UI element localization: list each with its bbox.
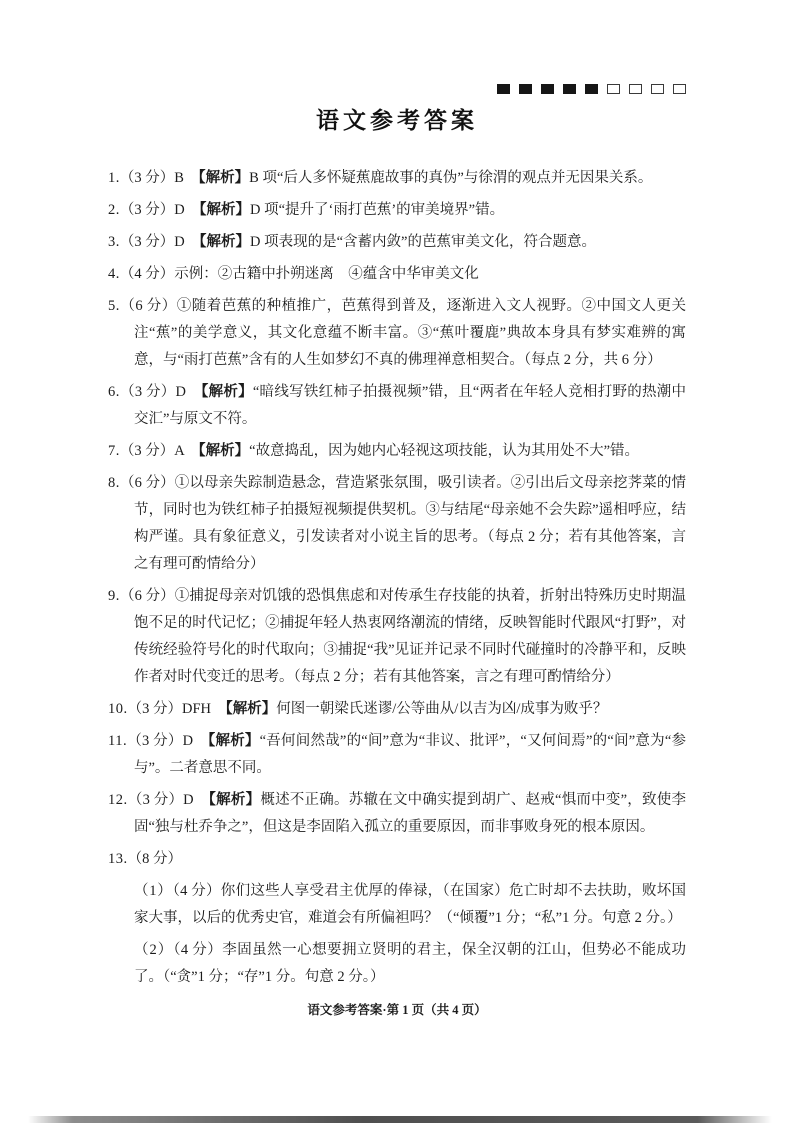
answer-text: （3 分）D xyxy=(119,202,200,218)
hollow-square-mark xyxy=(651,84,664,94)
item-text xyxy=(120,234,596,250)
item-number: 5. xyxy=(108,298,120,314)
item-text xyxy=(120,298,686,368)
item-text xyxy=(120,170,652,186)
answer-item xyxy=(108,165,686,192)
item-text xyxy=(128,792,686,835)
answer-item xyxy=(108,261,686,288)
hollow-square-mark xyxy=(629,84,642,94)
answer-item xyxy=(108,696,686,723)
item-number: （1） xyxy=(134,883,173,899)
item-text xyxy=(128,851,182,867)
answer-item xyxy=(108,438,686,465)
analysis-label: 【解析】 xyxy=(199,202,250,218)
answer-text: （6 分）①以母亲失踪制造悬念，营造紧张氛围，吸引读者。②引出后文母亲挖荠菜的情节，同时也为铁红柿子拍摄短视频提供契机。③与结尾“母亲她不会失踪”遥相呼应，结构严谨。具有象征意义，引发读者对小说主旨的思考。（每点 2 分；若有其他答案，言之有理可酌情给分） xyxy=(119,475,686,572)
item-text xyxy=(127,733,686,776)
answer-text: “暗线写铁红柿子拍摄视频”错，且“两者在年轻人竞相打野的热潮中交汇”与原文不符。 xyxy=(134,384,686,427)
analysis-label: 【解析】 xyxy=(199,234,250,250)
answer-text: （8 分） xyxy=(127,851,182,867)
item-text xyxy=(120,266,479,282)
item-number: 8. xyxy=(108,475,120,491)
print-marks xyxy=(488,84,686,94)
item-text xyxy=(120,588,686,685)
answer-text: 何图一朝梁氏迷谬/公等曲从/以吉为凶/成事为败乎？ xyxy=(276,701,608,717)
item-number: 7. xyxy=(108,443,120,459)
scan-shadow xyxy=(28,1116,772,1123)
page-footer xyxy=(0,1000,794,1018)
item-text xyxy=(120,443,639,459)
answer-text: （3 分）A xyxy=(119,443,199,459)
answer-item xyxy=(108,229,686,256)
item-text xyxy=(120,475,686,572)
item-number: 11. xyxy=(108,733,128,749)
answer-text: （3 分）DFH xyxy=(127,701,226,717)
item-text xyxy=(128,701,608,717)
hollow-square-mark xyxy=(607,84,620,94)
item-text xyxy=(134,883,686,926)
answer-text: （3 分）D xyxy=(127,792,209,808)
item-number: （2） xyxy=(134,942,174,958)
item-number: 1. xyxy=(108,170,120,186)
item-text xyxy=(120,384,686,427)
item-text xyxy=(120,202,504,218)
analysis-label: 【解析】 xyxy=(208,733,260,749)
item-number: 3. xyxy=(108,234,120,250)
answer-text: B 项“后人多怀疑蕉鹿故事的真伪”与徐渭的观点并无因果关系。 xyxy=(249,170,653,186)
answer-item xyxy=(108,583,686,691)
answer-item xyxy=(108,379,686,433)
analysis-label: 【解析】 xyxy=(201,384,253,400)
answer-text: “吾何间然哉”的“间”意为“非议、批评”，“又何间焉”的“间”意为“参与”。二者意思不同。 xyxy=(134,733,686,776)
answer-item xyxy=(108,728,686,782)
answer-text: （3 分）D xyxy=(127,733,208,749)
item-text xyxy=(134,942,686,985)
filled-square-mark xyxy=(541,84,554,94)
answer-item xyxy=(108,846,686,873)
answer-item xyxy=(108,470,686,578)
answer-text: （4 分）李固虽然一心想要拥立贤明的君主，保全汉朝的江山，但势必不能成功了。（“贪”1 分；“存”1 分。句意 2 分。） xyxy=(134,942,687,985)
analysis-label: 【解析】 xyxy=(208,792,261,808)
answer-item xyxy=(108,787,686,841)
answer-text: “故意捣乱，因为她内心轻视这项技能，认为其用处不大”错。 xyxy=(249,443,640,459)
answer-list xyxy=(108,165,686,991)
item-number: 10. xyxy=(108,701,128,717)
filled-square-mark xyxy=(497,84,510,94)
answer-text: 概述不正确。苏辙在文中确实提到胡广、赵戒“惧而中变”，致使李固“独与杜乔争之”，但这是李固陷入孤立的重要原因，而非事败身死的根本原因。 xyxy=(134,792,687,835)
answer-text: （3 分）D xyxy=(119,384,202,400)
answer-text: （3 分）D xyxy=(119,234,200,250)
answer-text: （3 分）B xyxy=(119,170,199,186)
item-number: 6. xyxy=(108,384,120,400)
item-number: 2. xyxy=(108,202,120,218)
analysis-label: 【解析】 xyxy=(198,170,250,186)
filled-square-mark xyxy=(585,84,598,94)
answer-text: D 项表现的是“含蓄内敛”的芭蕉审美文化，符合题意。 xyxy=(249,234,596,250)
answer-text: （4 分）你们这些人享受君主优厚的俸禄，（在国家）危亡时却不去扶助，败坏国家大事，以后的优秀史官，难道会有所偏袒吗？（“倾覆”1 分；“私”1 分。句意 2 分。） xyxy=(134,883,687,926)
hollow-square-mark xyxy=(673,84,686,94)
item-number: 4. xyxy=(108,266,120,282)
answer-text: （4 分）示例：②古籍中扑朔迷离 ④蕴含中华审美文化 xyxy=(119,266,479,282)
item-number: 12. xyxy=(108,792,128,808)
answer-item xyxy=(108,197,686,224)
answer-text: （6 分）①随着芭蕉的种植推广，芭蕉得到普及，逐渐进入文人视野。②中国文人更关注“蕉”的美学意义，其文化意蕴不断丰富。③“蕉叶覆鹿”典故本身具有梦实难辨的寓意，与“雨打芭蕉”含有的人生如梦幻不真的佛理禅意相契合。（每点 2 分，共 6 分） xyxy=(119,298,686,368)
filled-square-mark xyxy=(563,84,576,94)
answer-item xyxy=(134,937,686,991)
analysis-label: 【解析】 xyxy=(198,443,250,459)
answer-text: D 项“提升了‘雨打芭蕉’的审美境界”错。 xyxy=(249,202,505,218)
analysis-label: 【解析】 xyxy=(225,701,277,717)
footer-text: 语文参考答案·第 1 页（共 4 页） xyxy=(307,1003,487,1017)
item-number: 9. xyxy=(108,588,120,604)
answer-item xyxy=(134,878,686,932)
filled-square-mark xyxy=(519,84,532,94)
answer-item xyxy=(108,293,686,374)
item-number: 13. xyxy=(108,851,128,867)
page-title: 语文参考答案 xyxy=(316,108,478,133)
answer-text: （6 分）①捕捉母亲对饥饿的恐惧焦虑和对传承生存技能的执着，折射出特殊历史时期温饱不足的时代记忆；②捕捉年轻人热衷网络潮流的情绪，反映智能时代跟风“打野”，对传统经验符号化的时代取向；③捕捉“我”见证并记录不同时代碰撞时的冷静平和，反映作者对时代变迁的思考。（每点 2 分；若有其他答案，言之有理可酌情给分） xyxy=(119,588,686,685)
